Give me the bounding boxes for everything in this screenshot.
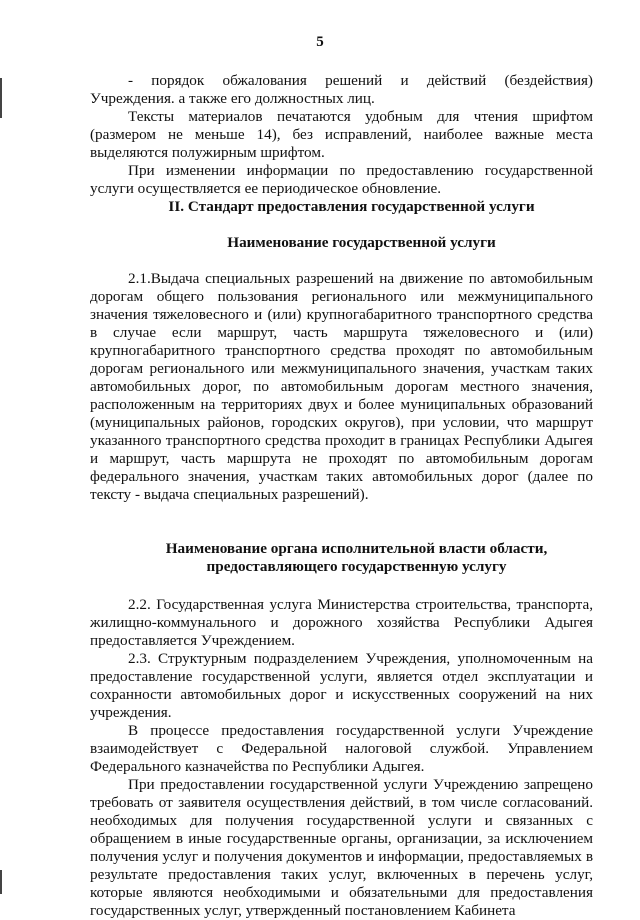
document-body bbox=[90, 72, 593, 920]
scan-edge-mark-bottom bbox=[0, 870, 2, 894]
intro-paragraph: - порядок обжалования решений и действий (бездействия) Учреждения. а также его должностных лиц. bbox=[90, 72, 593, 107]
paragraph-2-2: 2.2. Государственная услуга Министерства строительства, транспорта, жилищно-коммунального и дорожного хозяйства Республики Адыгея предоставляется Учреждением. bbox=[90, 596, 593, 649]
heading-organ bbox=[90, 540, 593, 576]
paragraph-interaction: В процессе предоставления государственной услуги Учреждение взаимодействует с Федеральной налоговой службой. Управлением Федерального казначейства по Республики Адыгея. bbox=[90, 722, 593, 775]
intro-paragraph: При изменении информации по предоставлению государственной услуги осуществляется ее периодическое обновление. bbox=[90, 162, 593, 197]
paragraph-prohibition: При предоставлении государственной услуги Учреждению запрещено требовать от заявителя осуществления действий, в том числе согласований. необходимых для получения государственной услуги и связанных с обращением в иные государственные органы, организации, за исключением получения услуг и получения документов и информации, предоставляемых в результате предоставления таких услуг, включенных в перечень услуг, которые являются необходимыми и обязательными для предоставления государственных услуг, утвержденный постановлением Кабинета bbox=[90, 776, 593, 919]
heading-organ-line1: Наименование органа исполнительной власти области, bbox=[165, 540, 548, 557]
section-title: II. Стандарт предоставления государственной услуги bbox=[168, 198, 535, 215]
scan-edge-mark-top bbox=[0, 78, 2, 118]
page-number: 5 bbox=[316, 34, 324, 50]
paragraph-2-3: 2.3. Структурным подразделением Учреждения, уполномоченным на предоставление государственной услуги, является отдел эксплуатации и сохранности автомобильных дорог и искусственных сооружений на них учреждения. bbox=[90, 650, 593, 721]
heading-organ-line2: предоставляющего государственную услугу bbox=[206, 558, 507, 575]
paragraph-2-1: 2.1.Выдача специальных разрешений на движение по автомобильным дорогам общего пользования регионального или межмуниципального значения тяжеловесного и (или) крупногабаритного транспортного средства в случае если маршрут, часть маршрута тяжеловесного и (или) крупногабаритного транспортного средства проходят по автомобильным дорогам регионального или межмуниципального значения, участкам таких автомобильных дорог, по автомобильным дорогам местного значения, расположенным на территориях двух и более муниципальных образований (муниципальных районов, городских округов), при условии, что маршрут указанного транспортного средства проходит в границах Республики Адыгея и маршрут, часть маршрута не проходят по автомобильным дорогам федерального значения, участкам таких автомобильных дорог (далее по тексту - выдача специальных разрешений). bbox=[90, 270, 593, 503]
intro-paragraph: Тексты материалов печатаются удобным для чтения шрифтом (размером не меньше 14), без исправлений, наиболее важные места выделяются полужирным шрифтом. bbox=[90, 108, 593, 161]
heading-service-name: Наименование государственной услуги bbox=[227, 234, 496, 251]
